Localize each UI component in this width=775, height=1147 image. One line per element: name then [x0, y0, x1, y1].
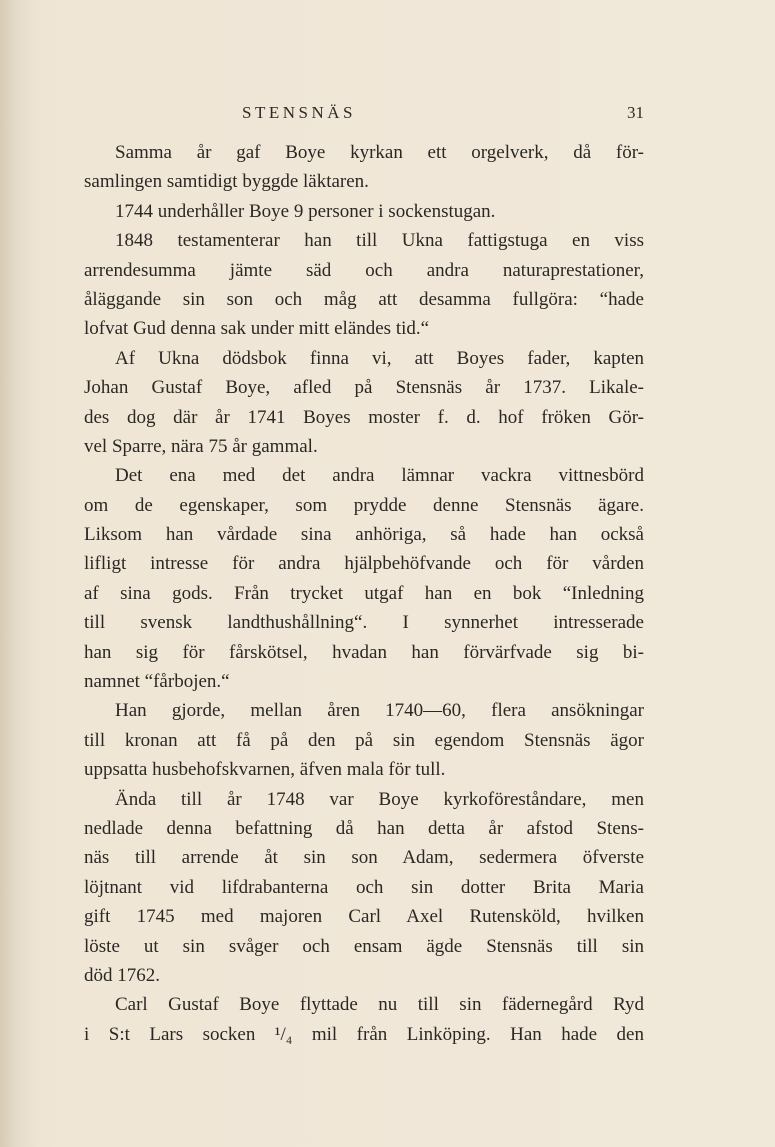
text-line: Carl Gustaf Boye flyttade nu till sin fädernegård Ryd [115, 994, 644, 1016]
text-line: han sig för fårskötsel, hvadan han förvärfvade sig bi- [84, 641, 644, 663]
text-line: om de egenskaper, som prydde denne Stensnäs ägare. [84, 494, 644, 516]
text-line: Det ena med det andra lämnar vackra vittnesbörd [115, 465, 644, 487]
body-text [84, 138, 644, 1049]
text-line: vel Sparre, nära 75 år gammal. [84, 435, 318, 457]
page-header [84, 97, 644, 127]
text-line: Han gjorde, mellan åren 1740—60, flera ansökningar [115, 700, 644, 722]
text-line: nedlade denna befattning då han detta år afstod Stens- [84, 817, 644, 839]
text-line: lifligt intresse för andra hjälpbehöfvande och för vården [84, 553, 644, 575]
text-line: des dog där år 1741 Boyes moster f. d. hof fröken Gör- [84, 406, 644, 428]
text-line: Johan Gustaf Boye, afled på Stensnäs år 1737. Likale- [84, 377, 644, 399]
text-line: Ända till år 1748 var Boye kyrkoföreståndare, men [115, 788, 644, 810]
page-number: 31 [627, 103, 644, 122]
text-line: näs till arrende åt sin son Adam, sedermera öfverste [84, 847, 644, 869]
text-line: arrendesumma jämte säd och andra naturaprestationer, [84, 259, 644, 281]
text-line: 1744 underhåller Boye 9 personer i sockenstugan. [115, 200, 496, 222]
text-line: af sina gods. Från trycket utgaf han en bok “Inledning [84, 582, 644, 604]
text-line: gift 1745 med majoren Carl Axel Rutensköld, hvilken [84, 906, 644, 928]
text-line: i S:t Lars socken ¹/₄ mil från Linköping. Han hade den [84, 1023, 644, 1045]
running-title: STENSNÄS [242, 103, 356, 122]
text-line: löste ut sin svåger och ensam ägde Stensnäs till sin [84, 935, 644, 957]
text-line: uppsatta husbehofskvarnen, äfven mala för tull. [84, 759, 446, 781]
text-line: Samma år gaf Boye kyrkan ett orgelverk, då för- [115, 142, 644, 163]
text-line: Af Ukna dödsbok finna vi, att Boyes fader, kapten [115, 347, 644, 369]
text-line: lofvat Gud denna sak under mitt eländes tid.“ [84, 318, 430, 340]
text-line: löjtnant vid lifdrabanterna och sin dotter Brita Maria [84, 876, 644, 898]
text-line: namnet “fårbojen.“ [84, 671, 230, 693]
text-line: Liksom han vårdade sina anhöriga, så hade han också [84, 524, 644, 546]
text-line: död 1762. [84, 964, 160, 986]
text-line: samlingen samtidigt byggde läktaren. [84, 171, 369, 193]
text-line: till svensk landthushållning“. I synnerhet intresserade [84, 612, 644, 634]
text-line: åläggande sin son och måg att desamma fullgöra: “hade [84, 288, 644, 310]
text-line: 1848 testamenterar han till Ukna fattigstuga en viss [115, 230, 644, 252]
text-line: till kronan att få på den på sin egendom Stensnäs ägor [84, 729, 644, 751]
